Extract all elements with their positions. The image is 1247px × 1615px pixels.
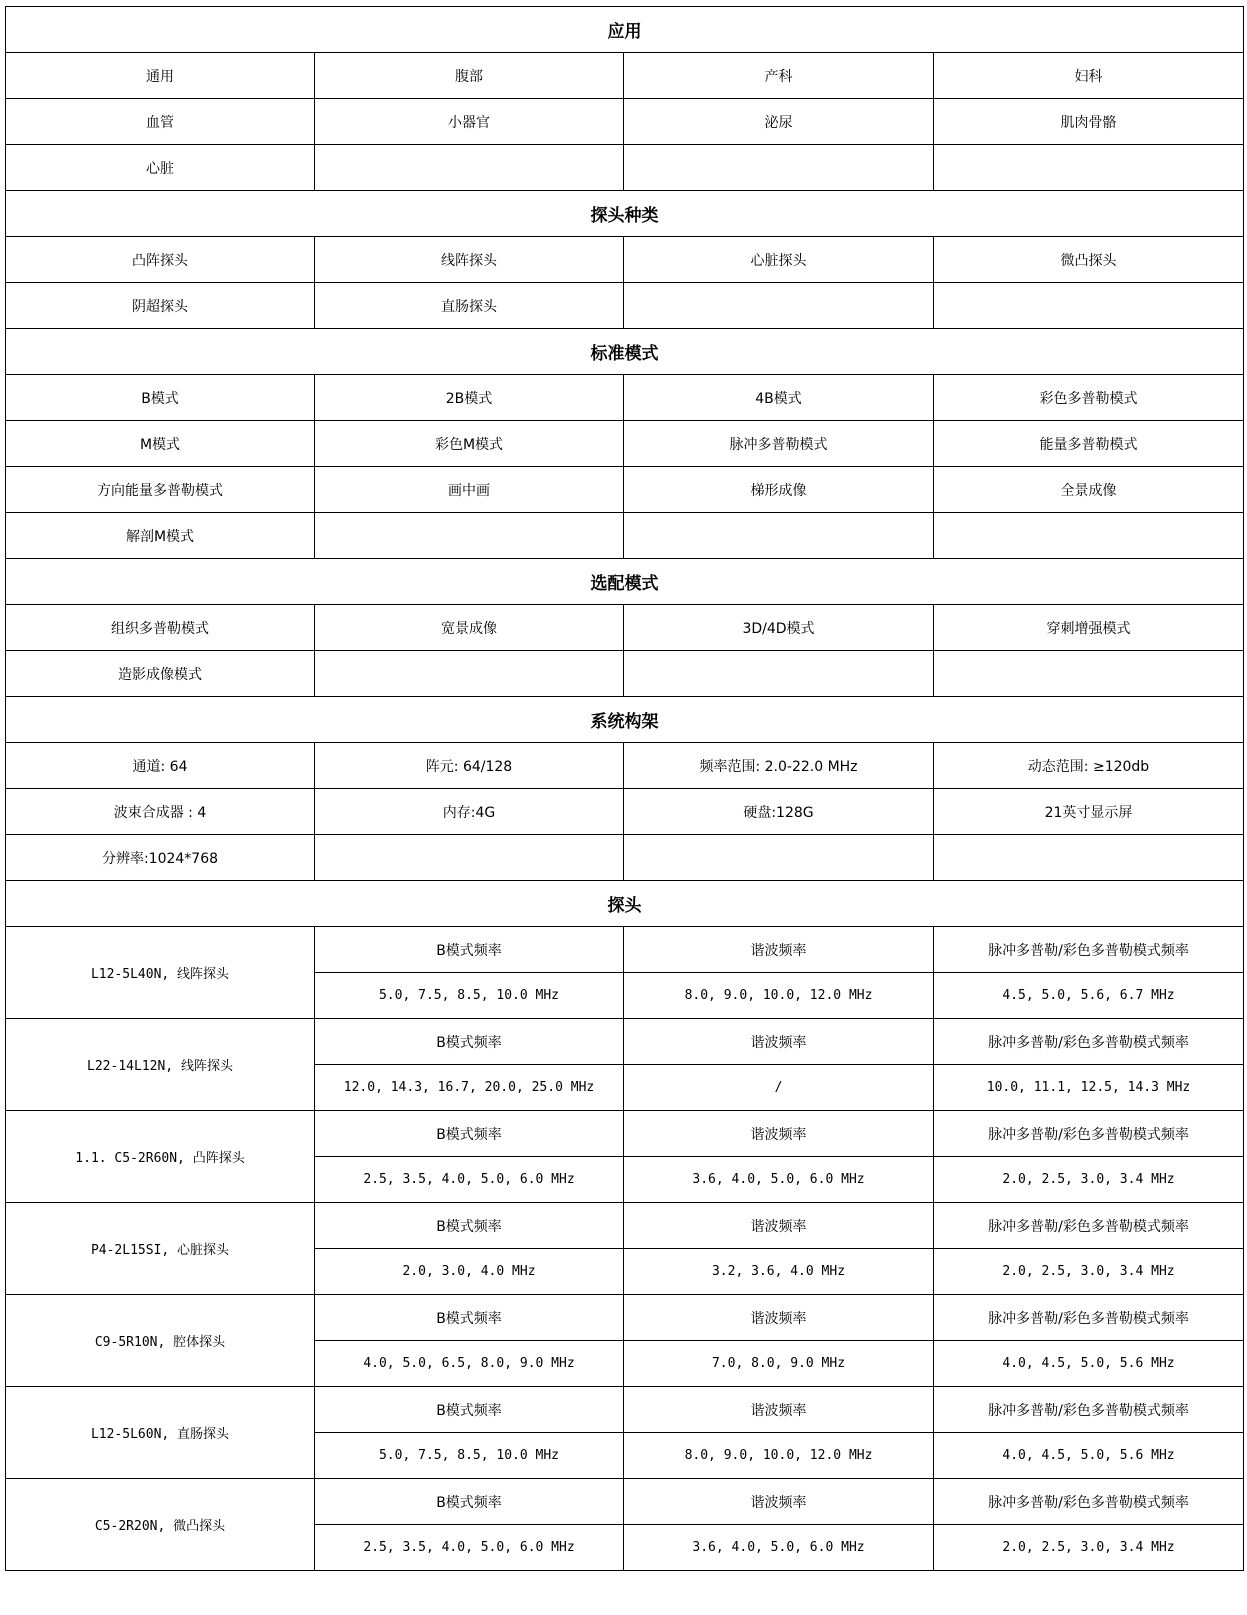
probe-header-row [6, 1019, 1244, 1065]
probe-header-row [6, 1479, 1244, 1525]
section-title: 选配模式 [6, 559, 1244, 605]
section-header-row [6, 697, 1244, 743]
table-cell: 全景成像 [934, 467, 1244, 513]
section-title: 应用 [6, 7, 1244, 53]
table-cell: 肌肉骨骼 [934, 99, 1244, 145]
table-cell: 阴超探头 [6, 283, 315, 329]
table-cell: 内存:4G [315, 789, 624, 835]
section-header-row [6, 329, 1244, 375]
table-cell [624, 651, 934, 697]
doppler-freq-label: 脉冲多普勒/彩色多普勒模式频率 [934, 927, 1244, 973]
table-cell [315, 145, 624, 191]
table-cell [315, 513, 624, 559]
table-cell: 心脏探头 [624, 237, 934, 283]
probe-header-row [6, 1111, 1244, 1157]
harmonic-freq-value: 8.0, 9.0, 10.0, 12.0 MHz [624, 973, 934, 1019]
table-cell [934, 835, 1244, 881]
harmonic-freq-value: 8.0, 9.0, 10.0, 12.0 MHz [624, 1433, 934, 1479]
table-cell: 方向能量多普勒模式 [6, 467, 315, 513]
table-cell: B模式 [6, 375, 315, 421]
table-row [6, 743, 1244, 789]
table-cell: 直肠探头 [315, 283, 624, 329]
table-cell: 硬盘:128G [624, 789, 934, 835]
table-cell [934, 283, 1244, 329]
table-cell [315, 835, 624, 881]
doppler-freq-label: 脉冲多普勒/彩色多普勒模式频率 [934, 1295, 1244, 1341]
table-cell: 腹部 [315, 53, 624, 99]
probe-name: C9-5R10N, 腔体探头 [6, 1295, 315, 1387]
table-cell: 波束合成器 : 4 [6, 789, 315, 835]
table-cell: 微凸探头 [934, 237, 1244, 283]
doppler-freq-value: 2.0, 2.5, 3.0, 3.4 MHz [934, 1249, 1244, 1295]
harmonic-freq-value: 3.6, 4.0, 5.0, 6.0 MHz [624, 1157, 934, 1203]
b-mode-freq-label: B模式频率 [315, 1479, 624, 1525]
table-cell: 3D/4D模式 [624, 605, 934, 651]
b-mode-freq-label: B模式频率 [315, 1295, 624, 1341]
table-row [6, 467, 1244, 513]
table-cell: 通道: 64 [6, 743, 315, 789]
doppler-freq-label: 脉冲多普勒/彩色多普勒模式频率 [934, 1111, 1244, 1157]
doppler-freq-label: 脉冲多普勒/彩色多普勒模式频率 [934, 1019, 1244, 1065]
doppler-freq-value: 10.0, 11.1, 12.5, 14.3 MHz [934, 1065, 1244, 1111]
table-cell [315, 651, 624, 697]
table-row [6, 421, 1244, 467]
table-cell: 动态范围: ≥120db [934, 743, 1244, 789]
table-cell: 造影成像模式 [6, 651, 315, 697]
harmonic-freq-label: 谐波频率 [624, 1479, 934, 1525]
table-cell: 穿刺增强模式 [934, 605, 1244, 651]
probe-header-row [6, 1203, 1244, 1249]
table-cell: 脉冲多普勒模式 [624, 421, 934, 467]
table-cell: 画中画 [315, 467, 624, 513]
probe-header-row [6, 1387, 1244, 1433]
table-cell: 线阵探头 [315, 237, 624, 283]
table-cell: 能量多普勒模式 [934, 421, 1244, 467]
probe-name: L22-14L12N, 线阵探头 [6, 1019, 315, 1111]
table-cell: 妇科 [934, 53, 1244, 99]
table-row [6, 651, 1244, 697]
harmonic-freq-label: 谐波频率 [624, 1019, 934, 1065]
section-header-row [6, 559, 1244, 605]
harmonic-freq-label: 谐波频率 [624, 1387, 934, 1433]
harmonic-freq-label: 谐波频率 [624, 1203, 934, 1249]
harmonic-freq-label: 谐波频率 [624, 1111, 934, 1157]
table-cell: 21英寸显示屏 [934, 789, 1244, 835]
b-mode-freq-label: B模式频率 [315, 1019, 624, 1065]
harmonic-freq-label: 谐波频率 [624, 927, 934, 973]
b-mode-freq-value: 2.5, 3.5, 4.0, 5.0, 6.0 MHz [315, 1157, 624, 1203]
table-cell [624, 513, 934, 559]
b-mode-freq-label: B模式频率 [315, 1387, 624, 1433]
b-mode-freq-value: 2.0, 3.0, 4.0 MHz [315, 1249, 624, 1295]
table-cell: 产科 [624, 53, 934, 99]
probe-name: L12-5L40N, 线阵探头 [6, 927, 315, 1019]
table-cell [624, 283, 934, 329]
table-row [6, 835, 1244, 881]
table-cell [934, 513, 1244, 559]
doppler-freq-label: 脉冲多普勒/彩色多普勒模式频率 [934, 1479, 1244, 1525]
b-mode-freq-value: 12.0, 14.3, 16.7, 20.0, 25.0 MHz [315, 1065, 624, 1111]
table-row [6, 99, 1244, 145]
table-row [6, 283, 1244, 329]
table-row [6, 605, 1244, 651]
table-cell: 通用 [6, 53, 315, 99]
table-row [6, 789, 1244, 835]
harmonic-freq-label: 谐波频率 [624, 1295, 934, 1341]
table-cell: 泌尿 [624, 99, 934, 145]
spec-table-body [6, 7, 1244, 1571]
table-row [6, 53, 1244, 99]
section-title: 标准模式 [6, 329, 1244, 375]
section-title: 探头 [6, 881, 1244, 927]
spec-table [5, 6, 1244, 1571]
b-mode-freq-value: 2.5, 3.5, 4.0, 5.0, 6.0 MHz [315, 1525, 624, 1571]
table-cell: 解剖M模式 [6, 513, 315, 559]
b-mode-freq-value: 5.0, 7.5, 8.5, 10.0 MHz [315, 973, 624, 1019]
table-cell: 血管 [6, 99, 315, 145]
doppler-freq-value: 4.0, 4.5, 5.0, 5.6 MHz [934, 1433, 1244, 1479]
section-title: 探头种类 [6, 191, 1244, 237]
table-row [6, 513, 1244, 559]
doppler-freq-value: 4.0, 4.5, 5.0, 5.6 MHz [934, 1341, 1244, 1387]
table-cell: 宽景成像 [315, 605, 624, 651]
table-cell: 2B模式 [315, 375, 624, 421]
table-cell [934, 651, 1244, 697]
harmonic-freq-value: / [624, 1065, 934, 1111]
table-cell [624, 835, 934, 881]
table-cell: 组织多普勒模式 [6, 605, 315, 651]
table-row [6, 375, 1244, 421]
table-cell: 小器官 [315, 99, 624, 145]
table-cell [934, 145, 1244, 191]
table-cell: 阵元: 64/128 [315, 743, 624, 789]
doppler-freq-value: 2.0, 2.5, 3.0, 3.4 MHz [934, 1157, 1244, 1203]
section-header-row [6, 881, 1244, 927]
table-cell: 彩色多普勒模式 [934, 375, 1244, 421]
probe-name: 1.1. C5-2R60N, 凸阵探头 [6, 1111, 315, 1203]
table-row [6, 145, 1244, 191]
table-cell: 分辨率:1024*768 [6, 835, 315, 881]
b-mode-freq-label: B模式频率 [315, 1111, 624, 1157]
table-cell: 4B模式 [624, 375, 934, 421]
section-header-row [6, 191, 1244, 237]
b-mode-freq-value: 5.0, 7.5, 8.5, 10.0 MHz [315, 1433, 624, 1479]
probe-name: P4-2L15SI, 心脏探头 [6, 1203, 315, 1295]
table-cell [624, 145, 934, 191]
section-header-row [6, 7, 1244, 53]
harmonic-freq-value: 3.6, 4.0, 5.0, 6.0 MHz [624, 1525, 934, 1571]
table-cell: 心脏 [6, 145, 315, 191]
b-mode-freq-label: B模式频率 [315, 1203, 624, 1249]
table-cell: 彩色M模式 [315, 421, 624, 467]
table-row [6, 237, 1244, 283]
doppler-freq-value: 4.5, 5.0, 5.6, 6.7 MHz [934, 973, 1244, 1019]
harmonic-freq-value: 3.2, 3.6, 4.0 MHz [624, 1249, 934, 1295]
probe-name: C5-2R20N, 微凸探头 [6, 1479, 315, 1571]
table-cell: 频率范围: 2.0-22.0 MHz [624, 743, 934, 789]
section-title: 系统构架 [6, 697, 1244, 743]
probe-header-row [6, 927, 1244, 973]
doppler-freq-value: 2.0, 2.5, 3.0, 3.4 MHz [934, 1525, 1244, 1571]
table-cell: M模式 [6, 421, 315, 467]
probe-header-row [6, 1295, 1244, 1341]
table-cell: 梯形成像 [624, 467, 934, 513]
b-mode-freq-label: B模式频率 [315, 927, 624, 973]
b-mode-freq-value: 4.0, 5.0, 6.5, 8.0, 9.0 MHz [315, 1341, 624, 1387]
doppler-freq-label: 脉冲多普勒/彩色多普勒模式频率 [934, 1203, 1244, 1249]
harmonic-freq-value: 7.0, 8.0, 9.0 MHz [624, 1341, 934, 1387]
table-cell: 凸阵探头 [6, 237, 315, 283]
doppler-freq-label: 脉冲多普勒/彩色多普勒模式频率 [934, 1387, 1244, 1433]
probe-name: L12-5L60N, 直肠探头 [6, 1387, 315, 1479]
